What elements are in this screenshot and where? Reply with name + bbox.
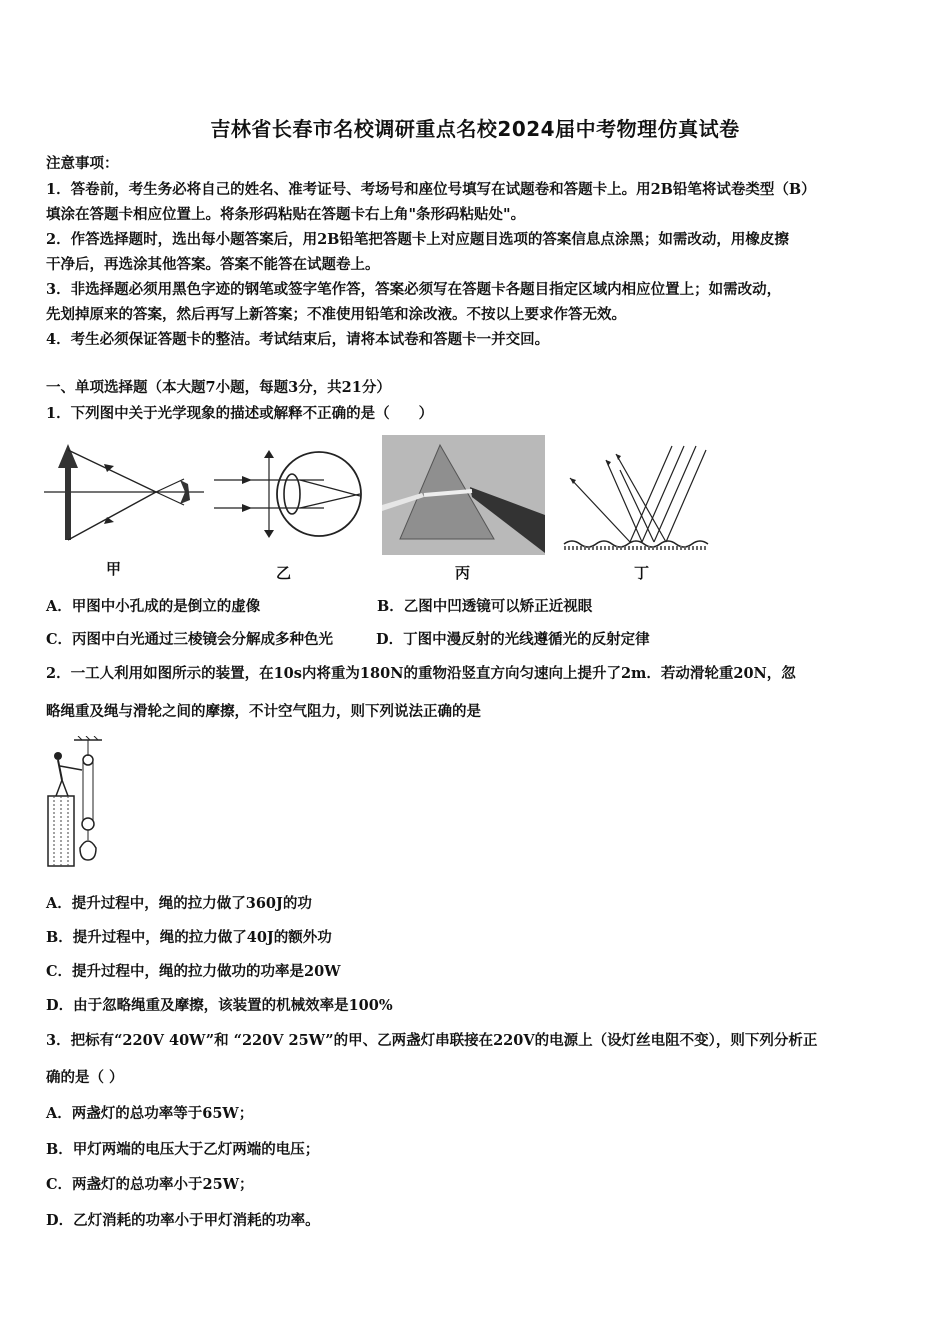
figure-q2-pulley <box>44 736 104 868</box>
q3-stem-line-2: 确的是（ ） <box>46 1069 124 1086</box>
caption-yi: 乙 <box>276 564 292 582</box>
caption-ding: 丁 <box>634 564 650 582</box>
notice-line-7: 4．考生必须保证答题卡的整洁。考试结束后，请将本试卷和答题卡一并交回。 <box>46 331 550 348</box>
notice-line-5: 3．非选择题必须用黑色字迹的钢笔或签字笔作答，答案必须写在答题卡各题目指定区域内相应位置上；如需改动， <box>46 281 782 298</box>
q3-stem-line-1: 3．把标有“220V 40W”和 “220V 25W”的甲、乙两盏灯串联接在220V的电源上（设灯丝电阻不变），则下列分析正 <box>46 1032 818 1049</box>
notice-heading: 注意事项： <box>46 155 119 172</box>
q1-option-b: B．乙图中凹透镜可以矫正近视眼 <box>377 598 593 615</box>
q3-option-c: C．两盏灯的总功率小于25W； <box>46 1176 254 1193</box>
figure-jia-pinhole <box>44 432 204 557</box>
figure-bing-prism <box>382 435 545 555</box>
figure-yi-eye <box>214 440 366 550</box>
caption-jia: 甲 <box>106 560 122 578</box>
q2-stem-line-1: 2．一工人利用如图所示的装置，在10s内将重为180N的重物沿竖直方向匀速向上提升了2m．若动滑轮重20N，忽 <box>46 665 796 682</box>
section-heading: 一、单项选择题（本大题7小题，每题3分，共21分） <box>46 379 391 396</box>
q1-option-c: C．丙图中白光通过三棱镜会分解成多种色光 <box>46 631 334 648</box>
q2-option-d: D．由于忽略绳重及摩擦，该装置的机械效率是100% <box>46 997 393 1014</box>
notice-line-2: 填涂在答题卡相应位置上。将条形码粘贴在答题卡右上角"条形码粘贴处"。 <box>46 206 526 223</box>
q3-option-d: D．乙灯消耗的功率小于甲灯消耗的功率。 <box>46 1212 320 1229</box>
q2-option-a: A．提升过程中，绳的拉力做了360J的功 <box>46 895 312 912</box>
notice-line-3: 2．作答选择题时，选出每小题答案后，用2B铅笔把答题卡上对应题目选项的答案信息点涂黑；如需改动，用橡皮擦 <box>46 231 789 248</box>
notice-line-4: 干净后，再选涂其他答案。答案不能答在试题卷上。 <box>46 256 380 273</box>
q3-option-b: B．甲灯两端的电压大于乙灯两端的电压； <box>46 1141 320 1158</box>
figure-ding-diffuse-reflection <box>560 440 710 555</box>
caption-bing: 丙 <box>455 564 471 582</box>
q3-option-a: A．两盏灯的总功率等于65W； <box>46 1105 254 1122</box>
exam-title: 吉林省长春市名校调研重点名校2024届中考物理仿真试卷 <box>210 117 740 141</box>
q1-option-a: A．甲图中小孔成的是倒立的虚像 <box>46 598 261 615</box>
q2-stem-line-2: 略绳重及绳与滑轮之间的摩擦，不计空气阻力，则下列说法正确的是 <box>46 703 481 720</box>
notice-line-6: 先划掉原来的答案，然后再写上新答案；不准使用铅笔和涂改液。不按以上要求作答无效。 <box>46 306 626 323</box>
q2-option-c: C．提升过程中，绳的拉力做功的功率是20W <box>46 963 341 980</box>
notice-line-1: 1．答卷前，考生务必将自己的姓名、准考证号、考场号和座位号填写在试题卷和答题卡上。用2B铅笔将试卷类型（B） <box>46 181 816 198</box>
q1-option-d: D．丁图中漫反射的光线遵循光的反射定律 <box>376 631 650 648</box>
q2-option-b: B．提升过程中，绳的拉力做了40J的额外功 <box>46 929 332 946</box>
q1-stem: 1．下列图中关于光学现象的描述或解释不正确的是（ ） <box>46 405 434 422</box>
